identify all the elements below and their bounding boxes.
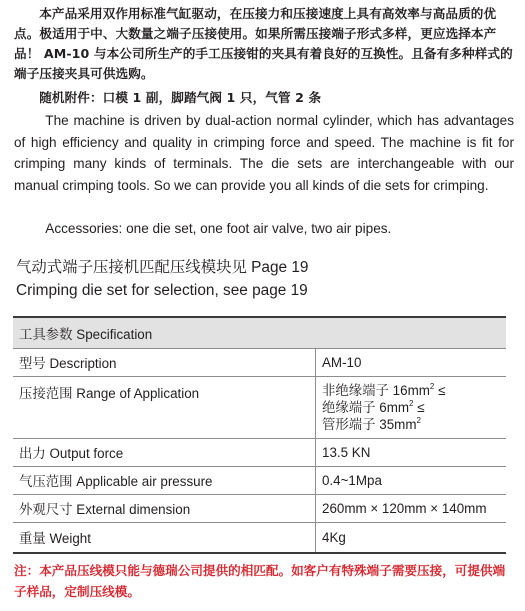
table-header-row (13, 317, 506, 349)
spec-label-weight: 重量 Weight (13, 523, 316, 553)
range-line-non-insulated: 非绝缘端子 $16mm^2$ ≤ (322, 382, 446, 398)
spec-value-range (316, 377, 507, 439)
intro-chinese-paragraph: 本产品采用双作用标准气缸驱动，在压接力和压接速度上具有高效率与高品质的优点。极适用于中、大数量之端子压接使用。如果所需压接端子形式多样，更应选择本产品！ AM-10 与本公司所生产的手工压接钳的夹具有着良好的互换性。且备有多种样式的端子压接夹具可供选购。 (14, 6, 513, 81)
spec-label-output-force: 出力 Output force (13, 439, 316, 467)
spec-value-model: AM-10 (316, 349, 507, 377)
spec-value-air-pressure: 0.4~1Mpa (316, 467, 507, 495)
accessories-chinese: 随机附件：口模 1 副，脚踏气阀 1 只，气管 2 条 (39, 90, 322, 105)
table-row (13, 467, 506, 495)
accessories-english: Accessories: one die set, one foot air valve, two air pipes. (45, 221, 392, 236)
note-text: 注：本产品压线模只能与德瑞公司提供的相匹配。如客户有特殊端子需要压接，可提供端子样品，定制压线模。 (14, 563, 506, 599)
die-reference-chinese: 气动式端子压接机匹配压线模块见 Page 19 (16, 259, 309, 276)
intro-english-paragraph: The machine is driven by dual-action normal cylinder, which has advantages of high efficiency and quality in crimping force and speed. The machine is fit for crimping many kinds of terminals. The die sets are interchangeable with our manual crimping tools. So we can provide you all kinds of die sets for crimping. (14, 113, 514, 193)
spec-label-air-pressure: 气压范围 Applicable air pressure (13, 467, 316, 495)
range-line-tube: 管形端子 $35mm^2$ (322, 416, 421, 432)
spec-label-range: 压接范围 Range of Application (13, 377, 316, 439)
table-row (13, 495, 506, 523)
table-row (13, 439, 506, 467)
spec-label-dimension: 外观尺寸 External dimension (13, 495, 316, 523)
die-reference-english: Crimping die set for selection, see page 19 (16, 282, 308, 299)
specification-table (13, 316, 506, 554)
spec-label-model: 型号 Description (13, 349, 316, 377)
range-line-insulated: 绝缘端子 $6mm^2$ ≤ (322, 399, 425, 415)
table-row (13, 377, 506, 439)
spec-value-dimension: 260mm × 120mm × 140mm (316, 495, 507, 523)
table-row (13, 523, 506, 553)
table-header: 工具参数 Specification (13, 317, 506, 349)
spec-value-output-force: 13.5 KN (316, 439, 507, 467)
table-row (13, 349, 506, 377)
spec-value-weight: 4Kg (316, 523, 507, 553)
